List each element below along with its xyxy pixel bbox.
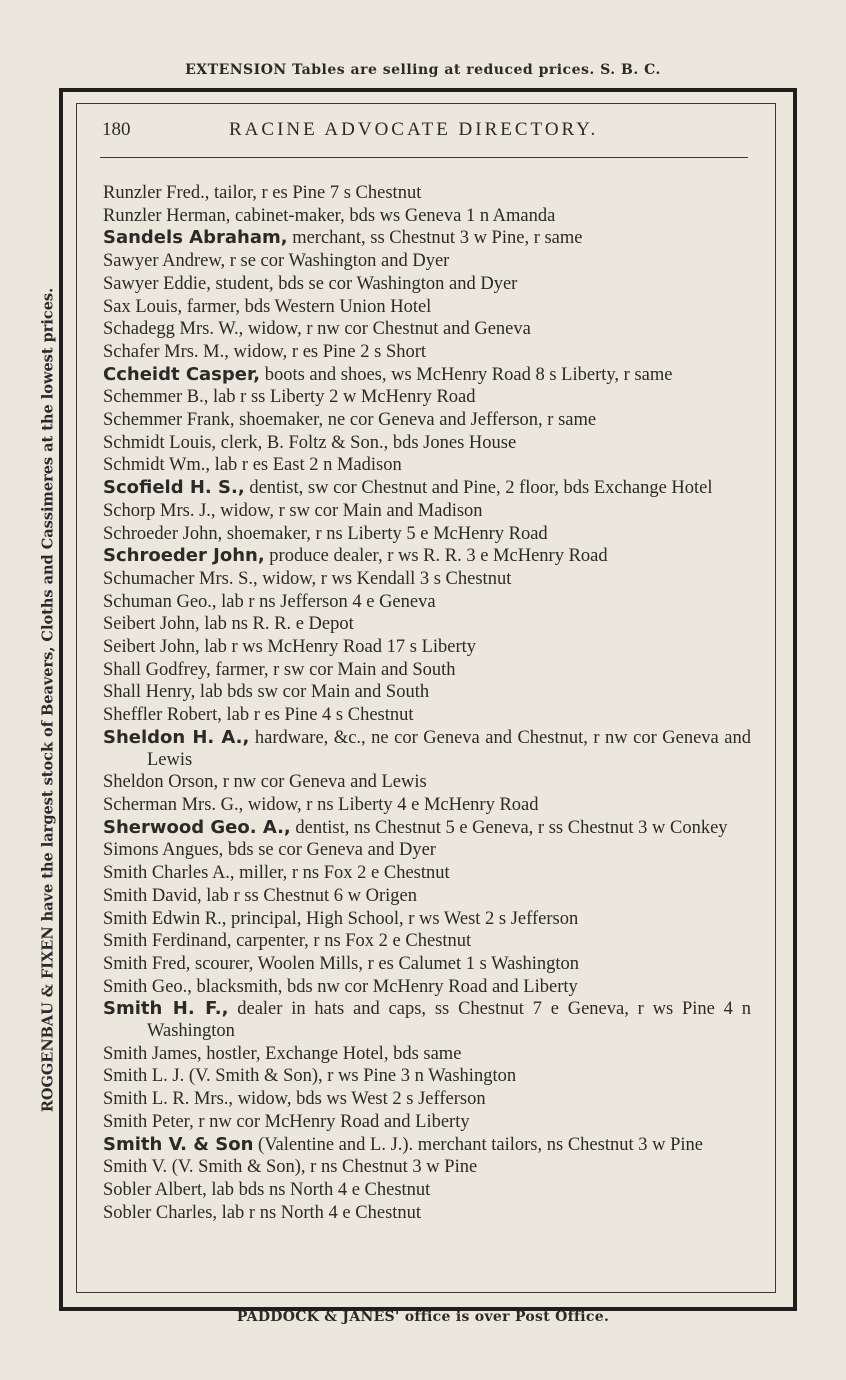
directory-entry <box>103 182 751 205</box>
entry-text: Schroeder John, shoemaker, r ns Liberty 5 e McHenry Road <box>103 523 548 544</box>
bold-listing-name: Smith H. F., <box>103 998 229 1020</box>
entry-text: Smith V. (V. Smith & Son), r ns Chestnut 3 w Pine <box>103 1157 478 1178</box>
entry-text: Schadegg Mrs. W., widow, r nw cor Chestnut and Geneva <box>103 319 531 340</box>
entry-text: Sheffler Robert, lab r es Pine 4 s Chestnut <box>103 705 414 726</box>
directory-entry <box>103 953 751 976</box>
directory-entry <box>103 591 751 614</box>
entry-text: Schemmer Frank, shoemaker, ne cor Geneva and Jefferson, r same <box>103 410 597 431</box>
entry-text: Smith L. J. (V. Smith & Son), r ws Pine 3 n Washington <box>103 1066 517 1087</box>
entry-text: dentist, sw cor Chestnut and Pine, 2 floor, bds Exchange Hotel <box>244 478 713 499</box>
directory-entry <box>103 885 751 908</box>
directory-entry <box>103 1043 751 1066</box>
directory-entry <box>103 1088 751 1111</box>
directory-entry <box>103 205 751 228</box>
directory-entry <box>103 296 751 319</box>
entry-text: Sobler Albert, lab bds ns North 4 e Chestnut <box>103 1179 431 1200</box>
directory-entry <box>103 839 751 862</box>
side-advertisement: ROGGENBAU & FIXEN have the largest stock of Beavers, Cloths and Cassimeres at the lowest prices. <box>39 287 57 1113</box>
entry-text: Schuman Geo., lab r ns Jefferson 4 e Geneva <box>103 591 436 612</box>
entry-text: Sobler Charles, lab r ns North 4 e Chestnut <box>103 1202 422 1223</box>
entry-text: Sheldon Orson, r nw cor Geneva and Lewis <box>103 772 427 793</box>
directory-entry <box>103 908 751 931</box>
entry-text: produce dealer, r ws R. R. 3 e McHenry Road <box>264 546 608 567</box>
directory-entry <box>103 862 751 885</box>
entry-text: Shall Henry, lab bds sw cor Main and South <box>103 682 430 703</box>
bold-listing-name: Schroeder John, <box>103 545 265 567</box>
directory-entries <box>103 182 751 1224</box>
entry-text: Sax Louis, farmer, bds Western Union Hotel <box>103 296 432 317</box>
entry-text: Sawyer Andrew, r se cor Washington and Dyer <box>103 251 450 272</box>
entry-text: Smith Geo., blacksmith, bds nw cor McHenry Road and Liberty <box>103 976 578 997</box>
entry-text: Smith Peter, r nw cor McHenry Road and Liberty <box>103 1111 470 1132</box>
page-number: 180 <box>102 119 131 140</box>
running-title: RACINE ADVOCATE DIRECTORY. <box>229 119 599 140</box>
directory-entry <box>103 1156 751 1179</box>
directory-entry <box>103 341 751 364</box>
bold-listing-name: Sandels Abraham, <box>103 227 288 249</box>
directory-entry <box>103 704 751 727</box>
entry-text: Sawyer Eddie, student, bds se cor Washington and Dyer <box>103 273 518 294</box>
entry-text: Smith James, hostler, Exchange Hotel, bds same <box>103 1043 462 1064</box>
entry-text: Smith Fred, scourer, Woolen Mills, r es Calumet 1 s Washington <box>103 953 580 974</box>
entry-text: Smith Edwin R., principal, High School, r ws West 2 s Jefferson <box>103 908 579 929</box>
directory-entry <box>103 998 751 1042</box>
directory-entry <box>103 976 751 999</box>
entry-text: Scherman Mrs. G., widow, r ns Liberty 4 e McHenry Road <box>103 794 539 815</box>
directory-entry <box>103 432 751 455</box>
directory-entry <box>103 659 751 682</box>
directory-entry <box>103 454 751 477</box>
bold-listing-name: Scofield H. S., <box>103 477 245 499</box>
directory-entry <box>103 545 751 568</box>
directory-entry <box>103 681 751 704</box>
directory-entry <box>103 227 751 250</box>
entry-text: Smith David, lab r ss Chestnut 6 w Origen <box>103 885 417 906</box>
directory-entry <box>103 386 751 409</box>
entry-text: boots and shoes, ws McHenry Road 8 s Liberty, r same <box>260 364 673 385</box>
entry-text: Schmidt Wm., lab r es East 2 n Madison <box>103 455 402 476</box>
entry-text: Shall Godfrey, farmer, r sw cor Main and South <box>103 659 456 680</box>
bold-listing-name: Sheldon H. A., <box>103 726 250 748</box>
directory-entry <box>103 523 751 546</box>
directory-entry <box>103 727 751 771</box>
directory-entry <box>103 1111 751 1134</box>
top-advertisement: EXTENSION Tables are selling at reduced prices. S. B. C. <box>185 62 661 78</box>
bold-listing-name: Sherwood Geo. A., <box>103 816 291 838</box>
entry-text: Runzler Herman, cabinet-maker, bds ws Geneva 1 n Amanda <box>103 205 556 226</box>
directory-entry <box>103 1065 751 1088</box>
entry-text: dentist, ns Chestnut 5 e Geneva, r ss Chestnut 3 w Conkey <box>290 817 728 838</box>
directory-entry <box>103 930 751 953</box>
directory-entry <box>103 613 751 636</box>
entry-text: Seibert John, lab r ws McHenry Road 17 s Liberty <box>103 637 477 658</box>
directory-entry <box>103 364 751 387</box>
directory-entry <box>103 771 751 794</box>
directory-entry <box>103 273 751 296</box>
entry-text: Schumacher Mrs. S., widow, r ws Kendall 3 s Chestnut <box>103 568 512 589</box>
entry-text: Runzler Fred., tailor, r es Pine 7 s Chestnut <box>103 183 422 203</box>
bottom-advertisement: PADDOCK & JANES' office is over Post Office. <box>236 1309 610 1325</box>
bold-listing-name: Smith V. & Son <box>103 1133 254 1155</box>
entry-text: Smith Ferdinand, carpenter, r ns Fox 2 e Chestnut <box>103 931 472 952</box>
entry-text: Seibert John, lab ns R. R. e Depot <box>103 614 354 635</box>
entry-text: Schafer Mrs. M., widow, r es Pine 2 s Short <box>103 341 427 362</box>
directory-entry <box>103 568 751 591</box>
directory-entry <box>103 477 751 500</box>
directory-entry <box>103 1179 751 1202</box>
entry-text: Schemmer B., lab r ss Liberty 2 w McHenry Road <box>103 387 476 408</box>
bold-listing-name: Ccheidt Casper, <box>103 363 261 385</box>
directory-entry <box>103 409 751 432</box>
directory-entry <box>103 500 751 523</box>
entry-text: Schorp Mrs. J., widow, r sw cor Main and Madison <box>103 500 483 521</box>
entry-text: (Valentine and L. J.). merchant tailors, ns Chestnut 3 w Pine <box>253 1134 703 1155</box>
directory-entry <box>103 794 751 817</box>
entry-text: Smith L. R. Mrs., widow, bds ws West 2 s Jefferson <box>103 1089 486 1110</box>
directory-entry <box>103 250 751 273</box>
directory-entry <box>103 318 751 341</box>
header-rule <box>100 157 748 158</box>
entry-text: dealer in hats and caps, ss Chestnut 7 e Geneva, r ws Pine 4 n Washington <box>147 999 751 1042</box>
directory-entry <box>103 817 751 840</box>
entry-text: merchant, ss Chestnut 3 w Pine, r same <box>287 228 583 249</box>
directory-entry <box>103 1134 751 1157</box>
directory-entry <box>103 1202 751 1225</box>
entry-text: Simons Angues, bds se cor Geneva and Dyer <box>103 840 436 861</box>
directory-entry <box>103 636 751 659</box>
entry-text: Schmidt Louis, clerk, B. Foltz & Son., bds Jones House <box>103 432 517 453</box>
entry-text: Smith Charles A., miller, r ns Fox 2 e Chestnut <box>103 863 450 884</box>
entry-text: hardware, &c., ne cor Geneva and Chestnut, r nw cor Geneva and Lewis <box>147 727 751 770</box>
